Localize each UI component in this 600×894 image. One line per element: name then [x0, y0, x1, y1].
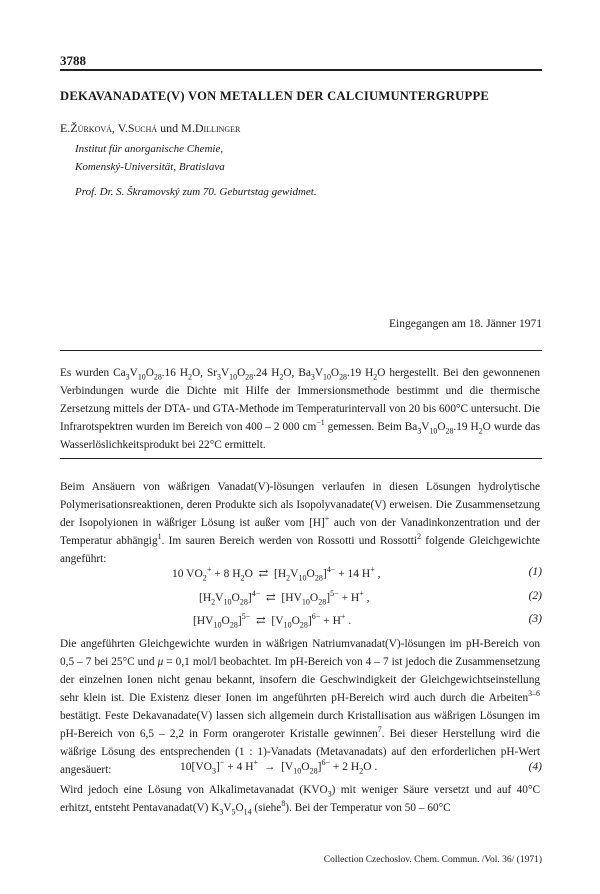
page-number: 3788: [60, 53, 86, 68]
abstract-text: Es wurden $Ca_3V_{10}O_{28}.16$ $H_2O$, $Sr_3V_{10}O_{28}.24$ $H_2O$, $Ba_3V_{10}O_{28}.19$ $H_2O$ hergestellt. Bei den gewonnenen Verbindungen wurde die Dichte mit Hilfe der Immersionsmethode bestimmt und die thermische Zersetzung mittels der DTA- und GTA-Methode im Temperaturintervall von 20 bis 600°C untersucht. Die Infrarotspektren wurden im Bereich von 400 – 2 000 $cm^{-1}$ gemessen. Beim $Ba_3V_{10}O_{28}.19$ $H_2O$ wurde das Wasserlöslichkeitsprodukt bei 22°C ermittelt.: [60, 367, 541, 451]
affiliation-line-1: Institut für anorganische Chemie,: [75, 143, 224, 155]
author-1-initial: E.: [60, 121, 71, 135]
equation-2: $[H_2V_{10}O_{28}]^{4-}$ ⇄ $[HV_{10}O_{28}]^{5-} + H^+$ ,: [199, 589, 370, 607]
paragraph-1-text: Beim Ansäuern von wäßrigen Vanadat(V)-lösungen verlaufen in diesen Lösungen hydrolytische Polymerisationsreaktionen, deren Produkte sich als Isopolyvanadate(V) erweisen. Die Zusammensetzung der Isopolyionen in wäßriger Lösung ist außer vom [H]+ auch von der Vanadinkonzentration und der Temperatur abhängig$^1$. Im sauren Bereich werden von Rossotti und Rossotti$^2$ folgende Gleichgewichte angeführt:: [60, 481, 540, 565]
abstract: [60, 364, 540, 454]
article-title: DEKAVANADATE(V) VON METALLEN DER CALCIUMUNTERGRUPPE: [60, 89, 490, 103]
dedication: Prof. Dr. S. Škramovský zum 70. Geburtstag gewidmet.: [75, 186, 317, 198]
header-rule: [60, 69, 542, 71]
author-3-initial: M.: [181, 121, 195, 135]
paragraph-3: [60, 781, 540, 817]
affiliation-line-2: Komenský-Universität, Bratislava: [75, 161, 225, 173]
author-separator: und: [157, 121, 182, 135]
author-2-initial: V.: [117, 121, 128, 135]
author-list: [60, 121, 240, 136]
author-separator: ,: [111, 121, 118, 135]
equation-1: 10 $VO_2^+ + 8$ $H_2O$ ⇄ $[H_2V_{10}O_{28}]^{4-} + 14$ H+ ,: [172, 565, 381, 583]
paragraph-1: [60, 478, 540, 568]
equation-4: $10[VO_3]^- + 4$ $H^+ \to [V_{10}O_{28}]^{6-} + 2$ $H_2O$ .: [180, 758, 378, 776]
journal-footer: Collection Czechoslov. Chem. Commun. /Vol. 36/ (1971): [323, 855, 542, 865]
received-date: Eingegangen am 18. Jänner 1971: [389, 318, 542, 330]
equation-2-number: (2): [528, 590, 542, 602]
paragraph-3-text: Wird jedoch eine Lösung von Alkalimetavanadat $(KVO_3)$ mit weniger Säure versetzt und auf 40°C erhitzt, entsteht Pentavanadat(V) $K_3V_5O_{14}$ (siehe$^8$). Bei der Temperatur von 50 – 60°C: [60, 784, 541, 817]
equation-3: $[HV_{10}O_{28}]^{5-}$ ⇄ $[V_{10}O_{28}]^{6-} + H^+$ .: [193, 612, 352, 630]
equation-1-number: (1): [528, 566, 542, 578]
equation-4-number: (4): [528, 761, 542, 773]
abstract-bottom-rule: [60, 458, 542, 459]
author-2-name: Suchá: [127, 121, 158, 135]
abstract-top-rule: [60, 350, 542, 351]
author-1-name: Žúrková: [70, 121, 112, 135]
paragraph-2: [60, 635, 540, 779]
equation-3-number: (3): [528, 613, 542, 625]
author-3-name: Dillinger: [194, 121, 241, 135]
paragraph-2-text: Die angeführten Gleichgewichte wurden in wäßrigen Natriumvanadat(V)-lösungen im pH-Bereich von 0,5 – 7 bei 25°C und μ = 0,1 mol/l beobachtet. Im pH-Bereich von 4 – 7 ist jedoch die Zusammensetzung der einzelnen Ionen nicht genau bekannt, insofern die Geschwindigkeit der Gleichgewichtseinstellung sehr klein ist. Die Existenz dieser Ionen im angeführten pH-Bereich wird auch durch die Arbeiten$^{3-6}$ bestätigt. Feste Dekavanadate(V) lassen sich allgemein durch Kristallisation aus wäßrigen Lösungen im pH-Bereich von 6,5 – 2,2 in Form orangeroter Kristalle gewinnen$^7$. Bei dieser Herstellung wird die wäßrige Lösung des entsprechenden (1 : 1)-Vanadats (Metavanadats) auf den erforderlichen pH-Wert angesäuert:: [60, 638, 540, 776]
